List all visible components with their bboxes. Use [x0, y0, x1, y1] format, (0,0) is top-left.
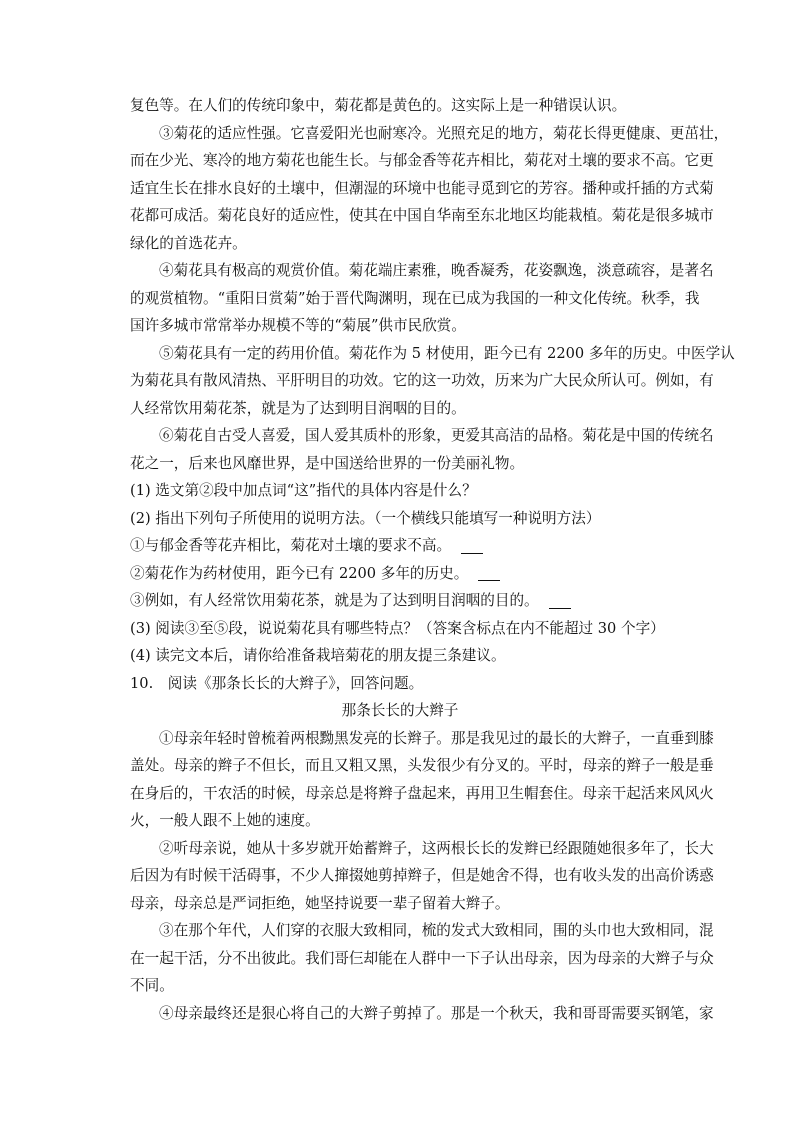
article-paragraph-3	[130, 917, 714, 1000]
paragraph-line: 花之一，后来也风靡世界，是中国送给世界的一份美丽礼物。	[130, 454, 525, 472]
paragraph-line: 母亲，母亲总是严词拒绝，她坚持说要一辈子留着大辫子。	[130, 894, 510, 912]
paragraph-line: 火，一般人跟不上她的速度。	[130, 812, 320, 829]
paragraph-line: 为菊花具有散风清热、平肝明目的功效。它的这一功效，历来为广大民众所认可。例如，有	[130, 372, 714, 389]
paragraph-line: 在身后的，干农活的时候，母亲总是将辫子盘起来，再用卫生帽套住。母亲干起活来风风火	[130, 784, 714, 802]
paragraph-line: 国许多城市常常举办规模不等的“菊展”供市民欣赏。	[130, 317, 466, 334]
question-4: (4) 读完文本后，请你给准备栽培菊花的朋友提三条建议。	[130, 647, 506, 664]
paragraph-line: ①母亲年轻时曾梳着两根黝黑发亮的长辫子。那是我见过的最长的大辫子，一直垂到膝	[159, 729, 714, 747]
paragraph-line: 而在少光、寒冷的地方菊花也能生长。与郁金香等花卉相比，菊花对土壤的要求不高。它更	[130, 152, 714, 169]
paragraph-line: ⑤菊花具有一定的药用价值。菊花作为 5 材使用，距今已有 2200 多年的历史。中医学认	[159, 344, 735, 362]
article-paragraph-4	[130, 1000, 714, 1028]
questions-section	[130, 477, 670, 670]
paragraph-3	[130, 120, 729, 258]
paragraph-line: 花都可成活。菊花良好的适应性，使其在中国自华南至东北地区均能栽植。菊花是很多城市	[130, 207, 714, 224]
article-title: 那条长长的大辫子	[341, 702, 459, 719]
paragraph-line: 人经常饮用菊花茶，就是为了达到明目润咽的目的。	[130, 399, 466, 417]
paragraph-line: 后因为有时候干活碍事，不少人撺掇她剪掉辫子，但是她舍不得，也有收头发的出高价诱惑	[130, 867, 714, 884]
paragraph-line: 不同。	[130, 977, 174, 994]
paragraph-6	[130, 422, 714, 477]
paragraph-2-tail: 复色等。在人们的传统印象中，菊花都是黄色的。这实际上是一种错误认识。	[130, 97, 627, 114]
question-3: (3) 阅读③至⑤段，说说菊花具有哪些特点？（答案含标点在内不能超过 30 个字）	[130, 619, 665, 637]
question-2-c-text: ③例如，有人经常饮用菊花茶，就是为了达到明目润咽的目的。	[130, 592, 539, 609]
question-2-b-text: ②菊花作为药材使用，距今已有 2200 多年的历史。	[130, 564, 469, 582]
answer-blank[interactable]	[461, 539, 483, 554]
document-page	[130, 92, 735, 1027]
paragraph-line: 的观赏植物。“重阳日赏菊”始于晋代陶渊明，现在已成为我国的一种文化传统。秋季，我	[130, 289, 700, 307]
question-2-c	[130, 587, 670, 615]
paragraph-line: 在一起干活，分不出彼此。我们哥仨却能在人群中一下子认出母亲，因为母亲的大辫子与众	[130, 949, 714, 967]
paragraph-4	[130, 257, 714, 340]
paragraph-line: ④菊花具有极高的观赏价值。菊花端庄素雅，晚香凝秀，花姿飘逸，淡意疏容，是著名	[159, 262, 714, 279]
question-2-a	[130, 532, 670, 560]
paragraph-line: ④母亲最终还是狠心将自己的大辫子剪掉了。那是一个秋天，我和哥哥需要买钢笔，家	[159, 1004, 714, 1022]
answer-blank[interactable]	[549, 594, 571, 609]
paragraph-line: 盖处。母亲的辫子不但长，而且又粗又黑，头发很少有分叉的。平时，母亲的辫子一般是垂	[130, 757, 714, 774]
question-2: (2) 指出下列句子所使用的说明方法。（一个横线只能填写一种说明方法）	[130, 509, 601, 527]
paragraph-line: ③菊花的适应性强。它喜爱阳光也耐寒冷。光照充足的地方，菊花长得更健康、更茁壮，	[159, 124, 729, 142]
article-paragraph-1	[130, 725, 714, 835]
question-1: (1) 选文第②段中加点词“这”指代的具体内容是什么？	[130, 482, 477, 499]
paragraph-line: ②听母亲说，她从十多岁就开始蓄辫子，这两根长长的发辫已经跟随她很多年了，长大	[159, 839, 714, 857]
question-2-a-text: ①与郁金香等花卉相比，菊花对土壤的要求不高。	[130, 537, 452, 554]
item-10-heading: 10. 阅读《那条长长的大辫子》，回答问题。	[130, 674, 424, 692]
paragraph-line: ⑥菊花自古受人喜爱，国人爱其质朴的形象，更爱其高洁的品格。菊花是中国的传统名	[159, 427, 714, 444]
paragraph-line: 适宜生长在排水良好的土壤中，但潮湿的环境中也能寻觅到它的芳容。播种或扦插的方式菊	[130, 179, 714, 197]
question-2-b	[130, 560, 670, 588]
paragraph-line: ③在那个年代，人们穿的衣服大致相同，梳的发式大致相同，围的头巾也大致相同，混	[159, 922, 714, 939]
paragraph-line: 绿化的首选花卉。	[130, 234, 247, 252]
paragraph-5	[130, 340, 735, 423]
article-paragraph-2	[130, 835, 714, 918]
answer-blank[interactable]	[478, 566, 500, 581]
